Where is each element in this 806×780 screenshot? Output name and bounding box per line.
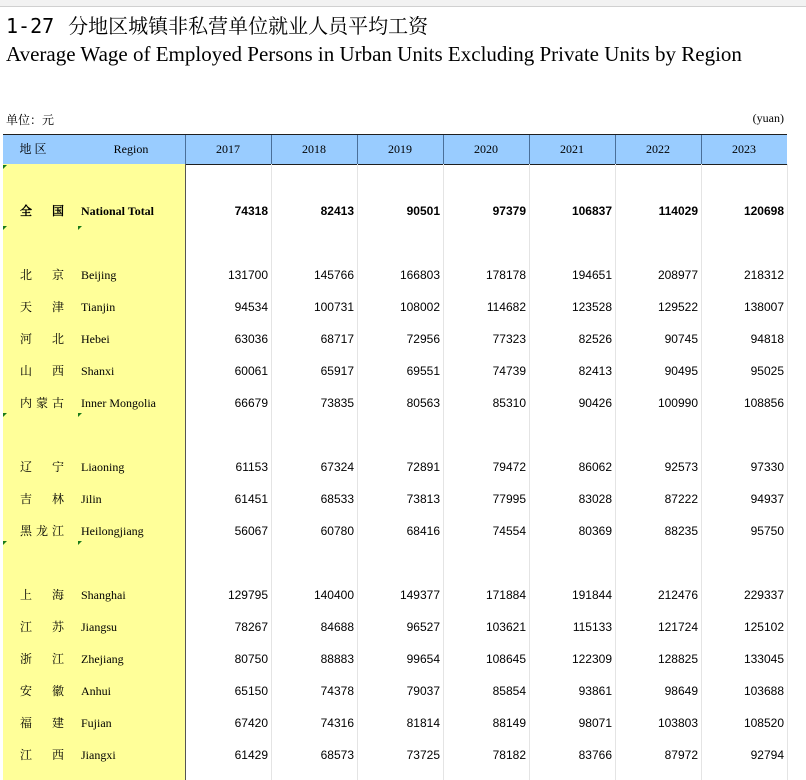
wage-value-2021: 194651 xyxy=(571,268,612,282)
wage-value-2019: 108002 xyxy=(399,300,440,314)
header-region-en: Region xyxy=(113,142,149,156)
region-row xyxy=(0,393,806,413)
cell-comment-marker xyxy=(3,413,7,417)
column-gridline xyxy=(443,164,444,780)
region-name-en: Jiangsu xyxy=(81,620,117,634)
column-gridline xyxy=(701,164,702,780)
wage-value-2020: 108645 xyxy=(485,652,526,666)
wage-value-2021: 123528 xyxy=(571,300,612,314)
wage-value-2022: 129522 xyxy=(657,300,698,314)
wage-value-2020: 78182 xyxy=(492,748,526,762)
wage-value-2020: 85310 xyxy=(492,396,526,410)
table-header xyxy=(3,134,787,165)
unit-label-english: (yuan) xyxy=(752,111,784,125)
wage-value-2020: 103621 xyxy=(485,620,526,634)
wage-value-2022: 87972 xyxy=(664,748,698,762)
wage-value-2020: 77995 xyxy=(492,492,526,506)
wage-value-2021: 93861 xyxy=(578,684,612,698)
wage-value-2022: 128825 xyxy=(657,652,698,666)
region-row xyxy=(0,745,806,765)
wage-value-2023: 120698 xyxy=(743,204,784,218)
wage-value-2021: 115133 xyxy=(572,620,612,634)
wage-value-2022: 121724 xyxy=(657,620,698,634)
wage-value-2019: 69551 xyxy=(406,364,440,378)
wage-value-2018: 68533 xyxy=(320,492,354,506)
column-gridline xyxy=(787,164,788,780)
cell-comment-marker xyxy=(3,165,7,169)
wage-value-2018: 73835 xyxy=(320,396,354,410)
region-name-cn: 内蒙古 xyxy=(20,396,64,410)
wage-value-2022: 90495 xyxy=(664,364,698,378)
wage-value-2017: 80750 xyxy=(234,652,268,666)
region-name-cn: 江 苏 xyxy=(20,620,64,634)
wage-value-2023: 95025 xyxy=(750,364,784,378)
region-row xyxy=(0,681,806,701)
wage-value-2019: 99654 xyxy=(406,652,440,666)
region-row xyxy=(0,521,806,541)
wage-value-2022: 103803 xyxy=(657,716,698,730)
column-gridline xyxy=(529,164,530,780)
region-name-cn: 黑龙江 xyxy=(20,524,64,538)
wage-value-2022: 88235 xyxy=(664,524,698,538)
wage-value-2021: 86062 xyxy=(578,460,612,474)
header-year-2019: 2019 xyxy=(388,142,412,156)
region-row xyxy=(0,297,806,317)
region-name-en: Hebei xyxy=(81,332,110,346)
wage-value-2022: 114029 xyxy=(658,204,698,218)
wage-value-2017: 129795 xyxy=(227,588,268,602)
wage-value-2019: 81814 xyxy=(406,716,440,730)
wage-value-2021: 122309 xyxy=(571,652,612,666)
region-name-en: Anhui xyxy=(81,684,111,698)
region-name-en: Shanxi xyxy=(81,364,115,378)
region-name-en: National Total xyxy=(81,204,155,218)
wage-value-2019: 96527 xyxy=(406,620,440,634)
region-row xyxy=(0,457,806,477)
wage-value-2017: 94534 xyxy=(234,300,268,314)
region-name-cn: 浙 江 xyxy=(20,652,64,666)
region-name-cn: 辽 宁 xyxy=(20,460,64,474)
region-name-en: Fujian xyxy=(81,716,112,730)
region-name-en: Jiangxi xyxy=(81,748,116,762)
region-row xyxy=(0,649,806,669)
wage-value-2020: 171884 xyxy=(485,588,526,602)
header-year-2018: 2018 xyxy=(302,142,326,156)
wage-value-2023: 108520 xyxy=(743,716,784,730)
wage-value-2017: 56067 xyxy=(234,524,268,538)
region-row xyxy=(0,713,806,733)
table-title-chinese xyxy=(6,10,428,39)
wage-value-2018: 74378 xyxy=(320,684,354,698)
wage-value-2018: 145766 xyxy=(313,268,354,282)
region-name-cn: 山 西 xyxy=(20,364,64,378)
column-header-strip xyxy=(0,0,806,7)
wage-value-2017: 61153 xyxy=(235,460,268,474)
wage-value-2022: 98649 xyxy=(664,684,698,698)
table-title-english: Average Wage of Employed Persons in Urban Units Excluding Private Units by Region xyxy=(6,42,742,66)
wage-value-2022: 92573 xyxy=(664,460,698,474)
wage-value-2018: 88883 xyxy=(320,652,354,666)
wage-value-2021: 98071 xyxy=(578,716,612,730)
header-year-2022: 2022 xyxy=(646,142,670,156)
wage-value-2017: 63036 xyxy=(234,332,268,346)
header-year-2021: 2021 xyxy=(560,142,584,156)
column-gridline xyxy=(357,164,358,780)
cell-comment-marker xyxy=(3,541,7,545)
table-number: 1-27 xyxy=(6,14,55,38)
wage-value-2020: 88149 xyxy=(492,716,526,730)
region-name-cn: 安 徽 xyxy=(20,684,64,698)
region-name-en: Shanghai xyxy=(81,588,126,602)
wage-value-2020: 74554 xyxy=(492,524,526,538)
wage-value-2018: 100731 xyxy=(313,300,354,314)
wage-value-2021: 80369 xyxy=(578,524,612,538)
wage-value-2023: 218312 xyxy=(743,268,784,282)
wage-value-2018: 68573 xyxy=(320,748,354,762)
wage-value-2019: 80563 xyxy=(406,396,440,410)
wage-value-2018: 74316 xyxy=(320,716,354,730)
wage-value-2022: 208977 xyxy=(657,268,698,282)
wage-value-2018: 67324 xyxy=(320,460,354,474)
wage-value-2018: 68717 xyxy=(320,332,354,346)
wage-value-2020: 114682 xyxy=(486,300,526,314)
wage-value-2019: 166803 xyxy=(399,268,440,282)
wage-value-2018: 84688 xyxy=(320,620,354,634)
cell-comment-marker xyxy=(78,226,82,230)
region-name-cn: 吉 林 xyxy=(20,492,64,506)
region-row xyxy=(0,617,806,637)
region-row xyxy=(0,361,806,381)
wage-value-2017: 60061 xyxy=(234,364,268,378)
wage-value-2023: 133045 xyxy=(743,652,784,666)
wage-value-2017: 67420 xyxy=(234,716,268,730)
cell-comment-marker xyxy=(78,413,82,417)
region-name-en: Beijing xyxy=(81,268,117,282)
region-name-cn: 天 津 xyxy=(20,300,64,314)
wage-value-2022: 90745 xyxy=(664,332,698,346)
wage-value-2017: 74318 xyxy=(234,204,268,218)
region-name-en: Jilin xyxy=(81,492,102,506)
wage-value-2023: 103688 xyxy=(743,684,784,698)
region-name-cn: 福 建 xyxy=(20,716,64,730)
header-region-cn: 地 区 xyxy=(19,142,47,156)
wage-value-2019: 73813 xyxy=(406,492,440,506)
wage-value-2021: 191844 xyxy=(571,588,612,602)
region-row xyxy=(0,329,806,349)
region-name-cn: 江 西 xyxy=(20,748,64,762)
wage-value-2021: 83766 xyxy=(578,748,612,762)
wage-value-2020: 178178 xyxy=(485,268,526,282)
wage-value-2020: 79472 xyxy=(492,460,526,474)
wage-value-2023: 95750 xyxy=(750,524,784,538)
wage-value-2021: 82413 xyxy=(578,364,612,378)
wage-value-2023: 94818 xyxy=(750,332,784,346)
wage-value-2017: 61429 xyxy=(234,748,268,762)
title-chinese-text: 分地区城镇非私营单位就业人员平均工资 xyxy=(68,14,429,38)
wage-value-2018: 82413 xyxy=(320,204,354,218)
wage-value-2021: 106837 xyxy=(571,204,612,218)
wage-value-2020: 74739 xyxy=(492,364,526,378)
wage-value-2019: 79037 xyxy=(406,684,440,698)
region-name-en: Tianjin xyxy=(81,300,116,314)
wage-value-2020: 85854 xyxy=(492,684,526,698)
wage-value-2017: 66679 xyxy=(234,396,268,410)
cell-comment-marker xyxy=(3,226,7,230)
wage-value-2017: 65150 xyxy=(234,684,268,698)
header-year-2020: 2020 xyxy=(474,142,498,156)
wage-value-2023: 108856 xyxy=(743,396,784,410)
header-year-2023: 2023 xyxy=(732,142,756,156)
region-name-en: Inner Mongolia xyxy=(81,396,156,410)
wage-value-2019: 72891 xyxy=(406,460,440,474)
wage-value-2019: 149377 xyxy=(399,588,440,602)
wage-value-2021: 90426 xyxy=(578,396,612,410)
wage-value-2019: 72956 xyxy=(406,332,440,346)
region-name-en: Heilongjiang xyxy=(81,524,144,538)
wage-value-2022: 100990 xyxy=(657,396,698,410)
region-name-cn: 北 京 xyxy=(20,268,64,282)
wage-value-2019: 73725 xyxy=(406,748,440,762)
wage-value-2019: 90501 xyxy=(406,204,440,218)
cell-comment-marker xyxy=(78,541,82,545)
unit-label-chinese: 单位：元 xyxy=(6,113,55,127)
wage-value-2023: 229337 xyxy=(743,588,784,602)
region-row xyxy=(0,489,806,509)
region-name-en: Zhejiang xyxy=(81,652,124,666)
wage-value-2019: 68416 xyxy=(406,524,440,538)
wage-value-2018: 65917 xyxy=(320,364,354,378)
wage-value-2023: 94937 xyxy=(750,492,784,506)
wage-value-2023: 92794 xyxy=(750,748,784,762)
wage-value-2020: 77323 xyxy=(492,332,526,346)
region-row xyxy=(0,265,806,285)
wage-value-2017: 78267 xyxy=(234,620,268,634)
region-name-en: Liaoning xyxy=(81,460,125,474)
region-name-cn: 河 北 xyxy=(20,332,64,346)
wage-value-2022: 87222 xyxy=(664,492,698,506)
column-gridline xyxy=(271,164,272,780)
wage-value-2022: 212476 xyxy=(657,588,698,602)
wage-value-2021: 83028 xyxy=(578,492,612,506)
wage-value-2018: 140400 xyxy=(313,588,354,602)
region-name-cn: 全 国 xyxy=(20,204,64,218)
wage-value-2017: 61451 xyxy=(234,492,268,506)
wage-value-2023: 138007 xyxy=(743,300,784,314)
national-total-row xyxy=(0,201,806,221)
wage-value-2020: 97379 xyxy=(492,204,526,218)
wage-value-2021: 82526 xyxy=(578,332,612,346)
region-name-cn: 上 海 xyxy=(20,588,64,602)
header-year-2017: 2017 xyxy=(216,142,240,156)
wage-value-2018: 60780 xyxy=(320,524,354,538)
wage-value-2023: 97330 xyxy=(750,460,784,474)
column-gridline xyxy=(615,164,616,780)
wage-value-2023: 125102 xyxy=(743,620,784,634)
region-row xyxy=(0,585,806,605)
wage-value-2017: 131700 xyxy=(227,268,268,282)
